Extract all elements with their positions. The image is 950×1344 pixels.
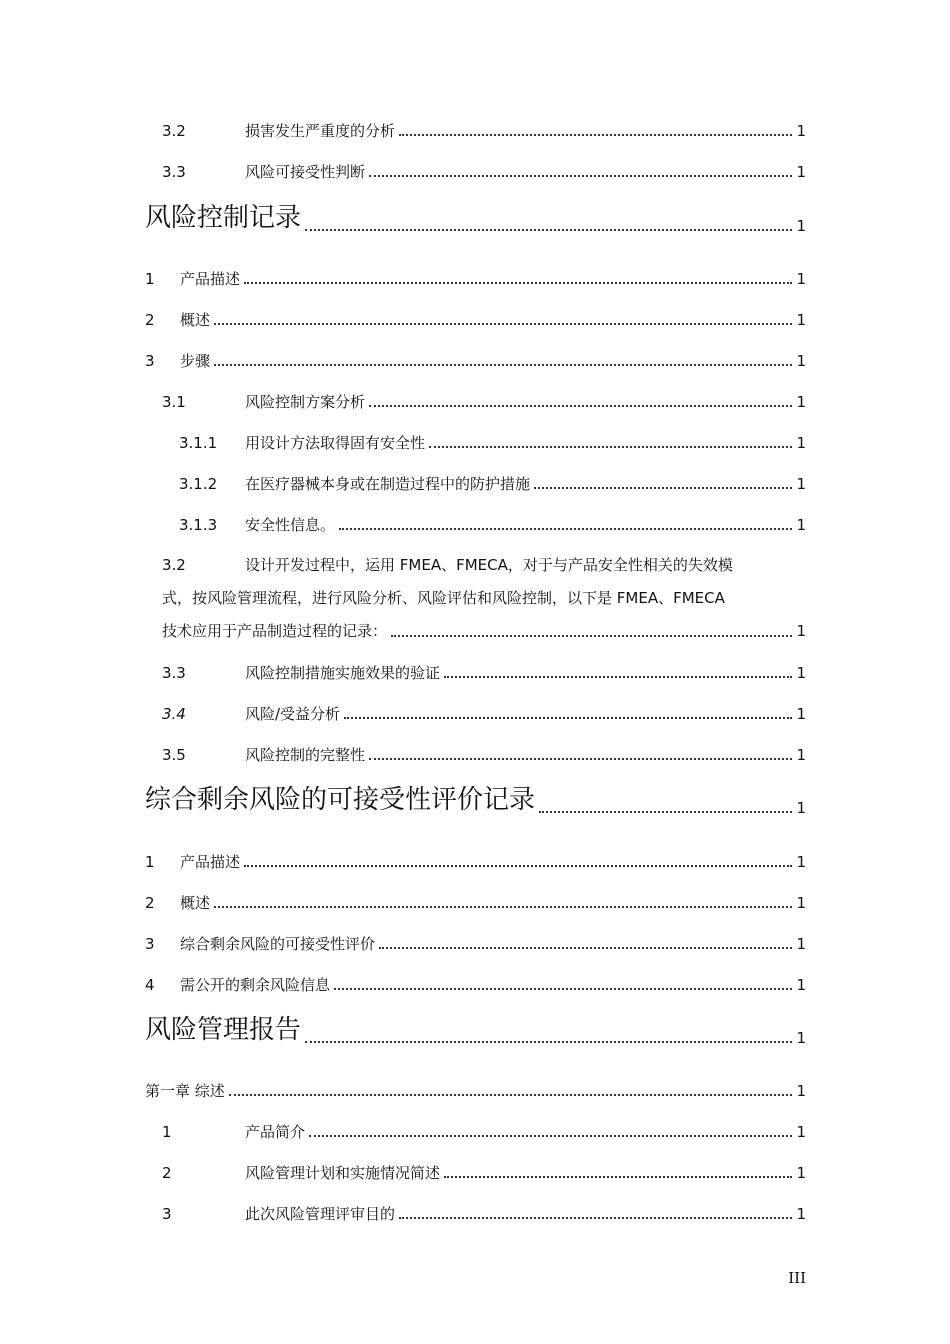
toc-entry[interactable] [145,745,806,765]
dot-leader [444,1175,792,1178]
toc-entry-page: 1 [796,705,806,723]
toc-entry-page: 1 [796,976,806,994]
dot-leader [399,1216,792,1219]
dot-leader [444,675,792,678]
toc-entry-number: 3.4 [162,705,186,723]
toc-entry[interactable] [145,1204,806,1224]
toc-entry-title: 在医疗器械本身或在制造过程中的防护措施 [245,475,531,493]
toc-entry-number: 3.1.1 [179,434,218,452]
toc-entry-title: 第一章 综述 [145,1082,225,1100]
toc-entry-page: 1 [796,311,806,329]
toc-entry[interactable] [145,934,806,954]
toc-entry[interactable] [145,269,806,289]
toc-entry[interactable] [145,433,806,453]
toc-entry-number: 3.2 [162,556,186,574]
toc-entry-title: 损害发生严重度的分析 [245,122,396,140]
dot-leader [214,322,792,325]
dot-leader [244,281,792,284]
toc-entry-title: 风险控制方案分析 [245,393,366,411]
dot-leader [305,1040,792,1043]
toc-entry-line [162,582,806,615]
dot-leader [369,174,792,177]
toc-entry-page: 1 [796,163,806,181]
toc-entry-title: 步骤 [180,352,211,370]
toc-heading-page: 1 [796,1029,806,1047]
toc-entry-page: 1 [796,1164,806,1182]
dot-leader [391,634,792,637]
toc-entry-number: 3 [145,935,155,953]
toc-entry[interactable] [145,351,806,371]
toc-heading-page: 1 [796,217,806,235]
toc-entry[interactable] [145,1081,806,1101]
toc-entry-number: 3.3 [162,664,186,682]
toc-entry-title-line-2: 式，按风险管理流程，进行风险分析、风险评估和风险控制，以下是 FMEA、FMECA [162,589,725,607]
toc-entry-page: 1 [796,894,806,912]
toc-entry-number: 3.1.3 [179,516,218,534]
toc-entry-title-line-1: 设计开发过程中，运用 FMEA、FMECA，对于与产品安全性相关的失效模 [245,556,733,574]
dot-leader [214,905,792,908]
toc-entry-page: 1 [796,475,806,493]
toc-entry-number: 2 [145,894,155,912]
toc-entry-title: 用设计方法取得固有安全性 [245,434,426,452]
toc-entry-title: 风险控制的完整性 [245,746,366,764]
toc-entry-line [162,549,806,582]
toc-entry-page: 1 [796,516,806,534]
toc-entry-number: 3 [162,1205,172,1223]
toc-heading[interactable] [145,1013,806,1047]
dot-leader [369,404,792,407]
dot-leader [305,228,792,231]
toc-entry-page: 1 [796,622,806,640]
toc-entry-page: 1 [796,746,806,764]
toc-entry-number: 3.1.2 [179,475,218,493]
toc-entry-number: 3.3 [162,163,186,181]
dot-leader [244,864,792,867]
toc-entry-line [162,615,806,648]
toc-entry-number: 3.5 [162,746,186,764]
toc-entry-page: 1 [796,1205,806,1223]
toc-entry-number: 3.1 [162,393,186,411]
toc-entry[interactable] [145,515,806,535]
toc-entry[interactable] [145,1163,806,1183]
toc-entry[interactable] [145,310,806,330]
toc-entry-title: 产品描述 [180,270,241,288]
toc-entry[interactable] [145,121,806,141]
toc-entry-title: 产品描述 [180,853,241,871]
dot-leader [429,445,792,448]
toc-entry-title: 产品简介 [245,1123,306,1141]
dot-leader [214,363,792,366]
toc-entry-title: 概述 [180,894,211,912]
toc-heading-title: 综合剩余风险的可接受性评价记录 [145,785,536,815]
toc-entry-title: 综合剩余风险的可接受性评价 [180,935,376,953]
toc-entry-multiline[interactable] [162,549,806,648]
toc-entry[interactable] [145,663,806,683]
toc-entry-number: 3.2 [162,122,186,140]
toc-entry[interactable] [145,975,806,995]
toc-entry-page: 1 [796,434,806,452]
toc-entry-number: 2 [162,1164,172,1182]
toc-entry-number: 4 [145,976,155,994]
toc-entry-number: 3 [145,352,155,370]
dot-leader [344,716,792,719]
toc-heading[interactable] [145,201,806,235]
toc-entry[interactable] [145,392,806,412]
toc-entry-page: 1 [796,664,806,682]
toc-entry-page: 1 [796,122,806,140]
toc-entry[interactable] [145,852,806,872]
dot-leader [369,757,792,760]
dot-leader [539,810,792,813]
toc-entry-page: 1 [796,352,806,370]
toc-heading-title: 风险控制记录 [145,203,302,233]
toc-entry-page: 1 [796,1082,806,1100]
dot-leader [534,486,792,489]
dot-leader [334,987,792,990]
toc-entry-title: 概述 [180,311,211,329]
toc-entry[interactable] [145,474,806,494]
toc-entry-title: 风险可接受性判断 [245,163,366,181]
toc-entry[interactable] [145,893,806,913]
toc-entry-title: 需公开的剩余风险信息 [180,976,331,994]
toc-entry-page: 1 [796,935,806,953]
toc-entry-page: 1 [796,1123,806,1141]
toc-entry[interactable] [145,162,806,182]
dot-leader [339,527,792,530]
toc-entry[interactable] [145,704,806,724]
dot-leader [379,946,792,949]
dot-leader [309,1134,792,1137]
toc-entry-title: 风险管理计划和实施情况简述 [245,1164,441,1182]
toc-entry-number: 2 [145,311,155,329]
toc-entry-page: 1 [796,270,806,288]
toc-entry-title-line-3: 技术应用于产品制造过程的记录： [162,622,388,640]
toc-entry-title: 安全性信息。 [245,516,336,534]
toc-entry-page: 1 [796,853,806,871]
toc-entry-number: 1 [145,270,155,288]
toc-entry-page: 1 [796,393,806,411]
page-number-footer: III [788,1269,806,1287]
toc-heading-page: 1 [796,799,806,817]
dot-leader [229,1093,793,1096]
toc-entry[interactable] [145,1122,806,1142]
toc-heading[interactable] [145,783,806,817]
toc-heading-title: 风险管理报告 [145,1015,302,1045]
toc-entry-title: 此次风险管理评审目的 [245,1205,396,1223]
toc-entry-title: 风险控制措施实施效果的验证 [245,664,441,682]
toc-entry-number: 1 [162,1123,172,1141]
toc-entry-number: 1 [145,853,155,871]
dot-leader [399,133,792,136]
toc-entry-title: 风险/受益分析 [245,705,341,723]
